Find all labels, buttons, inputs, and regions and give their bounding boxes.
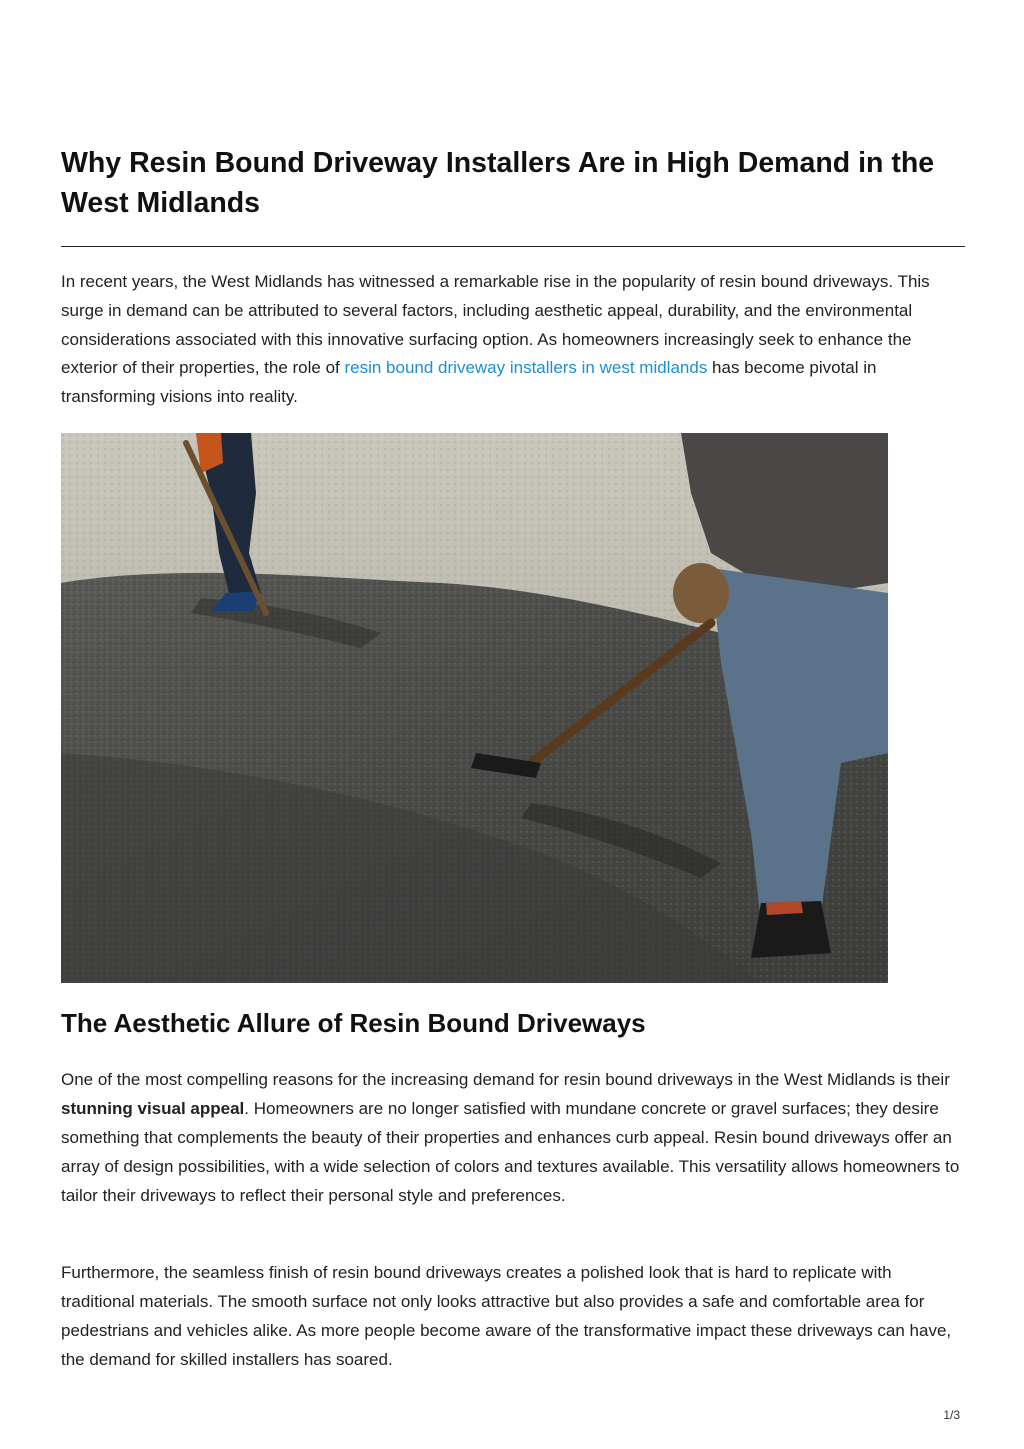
installers-link[interactable]: resin bound driveway installers in west midlands bbox=[344, 358, 708, 378]
article-title: Why Resin Bound Driveway Installers Are in High Demand in the West Midlands bbox=[61, 147, 935, 219]
intro-text-after-link: has become pivotal in transforming visions into reality. bbox=[61, 358, 877, 407]
page-number: 1/3 bbox=[943, 1408, 960, 1422]
section-paragraph-2: Furthermore, the seamless finish of resin bound driveways creates a polished look that is hard to replicate with traditional materials. The smooth surface not only looks attractive but also provides a safe and comfortable area for pedestrians and vehicles alike. As more people become aware of the transformative impact these driveways can have, the demand for skilled installers has soared. bbox=[61, 1263, 952, 1369]
intro-text-before-link: In recent years, the West Midlands has witnessed a remarkable rise in the popularity of resin bound driveways. This surge in demand can be attributed to several factors, including aesthetic appeal, durability, and the environmental considerations associated with this innovative surfacing option. As homeowners increasingly seek to enhance the exterior of their properties, the role of bbox=[61, 272, 930, 378]
intro-paragraph bbox=[61, 268, 965, 412]
section-heading: The Aesthetic Allure of Resin Bound Driveways bbox=[61, 1008, 646, 1038]
p1-bold-phrase: stunning visual appeal bbox=[61, 1099, 245, 1118]
hero-photo-workers-raking-asphalt bbox=[61, 433, 888, 983]
section-paragraph-1 bbox=[61, 1065, 965, 1210]
p1-text-after: . Homeowners are no longer satisfied with mundane concrete or gravel surfaces; they desire something that complements the beauty of their properties and enhances curb appeal. Resin bound driveways offer an array of design possibilities, with a wide selection of colors and textures available. This versatility allows homeowners to tailor their driveways to reflect their personal style and preferences. bbox=[61, 1099, 960, 1205]
title-divider bbox=[61, 246, 965, 247]
p1-text-before: One of the most compelling reasons for the increasing demand for resin bound driveways in the West Midlands is their bbox=[61, 1070, 950, 1089]
